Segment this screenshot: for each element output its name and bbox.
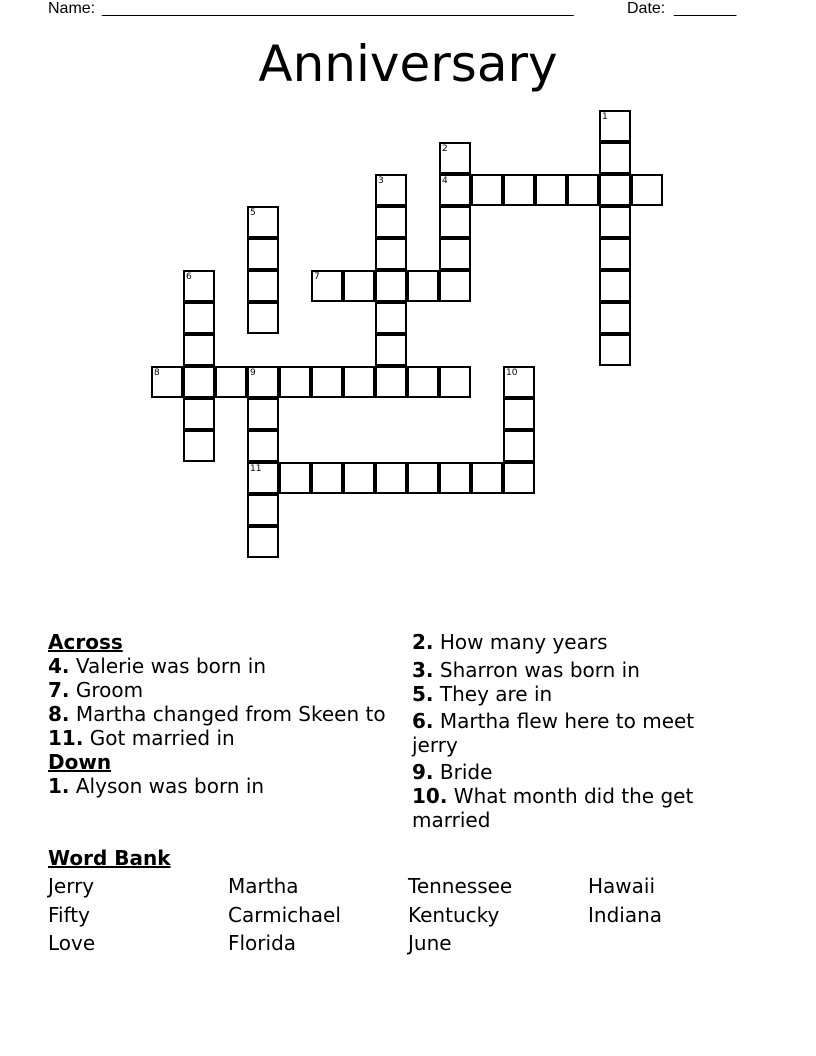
word-bank-item: Kentucky [408,903,500,927]
date-label: Date: [627,0,666,17]
cell-number: 7 [314,272,320,282]
grid-cell[interactable] [343,462,375,494]
grid-cell[interactable] [567,174,599,206]
clue-down-6 [412,709,732,757]
clue-down-3 [412,658,732,682]
grid-cell[interactable] [503,462,535,494]
clue-number: 10. [412,784,448,808]
clue-text: Sharron was born in [439,658,640,682]
across-heading: Across [48,630,123,654]
grid-cell[interactable] [183,334,215,366]
grid-cell[interactable] [471,462,503,494]
cell-number: 4 [442,176,448,186]
clue-number: 5. [412,682,434,706]
word-bank-item: Carmichael [228,903,341,927]
grid-cell[interactable] [503,174,535,206]
grid-cell[interactable] [407,270,439,302]
grid-cell[interactable] [375,366,407,398]
grid-cell[interactable] [599,174,631,206]
clue-text: How many years [439,630,608,654]
grid-cell[interactable] [311,270,343,302]
grid-cell[interactable] [439,142,471,174]
grid-cell[interactable] [151,366,183,398]
grid-cell[interactable] [439,174,471,206]
grid-cell[interactable] [471,174,503,206]
grid-cell[interactable] [279,462,311,494]
grid-cell[interactable] [375,270,407,302]
grid-cell[interactable] [247,270,279,302]
grid-cell[interactable] [503,398,535,430]
cell-number: 6 [186,272,192,282]
grid-cell[interactable] [599,206,631,238]
grid-cell[interactable] [375,238,407,270]
grid-cell[interactable] [183,366,215,398]
grid-cell[interactable] [599,238,631,270]
grid-cell[interactable] [599,334,631,366]
cell-number: 10 [506,368,518,378]
clue-text: They are in [439,682,553,706]
word-bank-item: Indiana [588,903,663,927]
clue-across-7 [48,678,388,702]
grid-cell[interactable] [247,366,279,398]
word-bank-item: June [408,931,452,955]
grid-cell[interactable] [183,430,215,462]
clue-number: 2. [412,630,434,654]
grid-cell[interactable] [631,174,663,206]
word-bank-item: Martha [228,874,299,898]
grid-cell[interactable] [247,206,279,238]
clue-number: 4. [48,654,70,678]
clue-number: 9. [412,760,434,784]
clue-number: 6. [412,709,434,733]
cell-number: 5 [250,208,256,218]
grid-cell[interactable] [407,366,439,398]
clue-text: What month did the get married [412,784,694,832]
grid-cell[interactable] [439,366,471,398]
clue-number: 7. [48,678,70,702]
page-title: Anniversary [258,35,558,93]
word-bank-item: Tennessee [408,874,513,898]
grid-cell[interactable] [279,366,311,398]
grid-cell[interactable] [183,270,215,302]
grid-cell[interactable] [343,270,375,302]
clue-text: Groom [75,678,144,702]
grid-cell[interactable] [535,174,567,206]
clue-down-1 [48,774,388,798]
word-bank-heading: Word Bank [48,846,171,870]
grid-cell[interactable] [215,366,247,398]
grid-cell[interactable] [247,238,279,270]
grid-cell[interactable] [439,270,471,302]
clue-text: Martha flew here to meet jerry [412,709,695,757]
clue-text: Got married in [89,726,235,750]
word-bank-item: Jerry [48,874,95,898]
grid-cell[interactable] [247,302,279,334]
grid-cell[interactable] [375,206,407,238]
grid-cell[interactable] [375,462,407,494]
cell-number: 11 [250,464,262,474]
grid-cell[interactable] [599,110,631,142]
word-bank-item: Florida [228,931,297,955]
clue-down-10 [412,784,732,832]
grid-cell[interactable] [183,398,215,430]
grid-cell[interactable] [247,430,279,462]
clues-right-column [412,630,732,832]
grid-cell[interactable] [375,174,407,206]
grid-cell[interactable] [247,398,279,430]
cell-number: 1 [602,112,608,122]
grid-cell[interactable] [247,462,279,494]
clue-across-11 [48,726,388,750]
grid-cell[interactable] [439,206,471,238]
clue-text: Valerie was born in [75,654,267,678]
clue-down-2 [412,630,732,654]
name-label: Name: [48,0,96,17]
clues-left-column [48,630,388,798]
grid-cell[interactable] [407,462,439,494]
grid-cell[interactable] [599,142,631,174]
grid-cell[interactable] [183,302,215,334]
clue-text: Martha changed from Skeen to [75,702,386,726]
clue-down-9 [412,760,732,784]
clue-number: 8. [48,702,70,726]
grid-cell[interactable] [503,430,535,462]
grid-cell[interactable] [503,366,535,398]
name-blank[interactable]: _____________________________________________________ [102,0,574,17]
down-heading: Down [48,750,112,774]
word-bank-item: Hawaii [588,874,656,898]
clue-down-5 [412,682,732,706]
word-bank-item: Fifty [48,903,90,927]
cell-number: 2 [442,144,448,154]
clue-number: 3. [412,658,434,682]
clue-number: 11. [48,726,84,750]
clue-text: Bride [439,760,493,784]
word-bank-item: Love [48,931,96,955]
cell-number: 3 [378,176,384,186]
grid-cell[interactable] [311,366,343,398]
date-blank[interactable]: _______ [674,0,737,17]
grid-cell[interactable] [599,270,631,302]
grid-cell[interactable] [375,302,407,334]
grid-cell[interactable] [439,462,471,494]
grid-cell[interactable] [247,494,279,526]
cell-number: 9 [250,368,256,378]
grid-cell[interactable] [439,238,471,270]
grid-cell[interactable] [247,526,279,558]
grid-cell[interactable] [599,302,631,334]
cell-number: 8 [154,368,160,378]
clue-number: 1. [48,774,70,798]
grid-cell[interactable] [343,366,375,398]
clue-across-8 [48,702,388,726]
clue-text: Alyson was born in [75,774,265,798]
grid-cell[interactable] [375,334,407,366]
grid-cell[interactable] [311,462,343,494]
clue-across-4 [48,654,388,678]
